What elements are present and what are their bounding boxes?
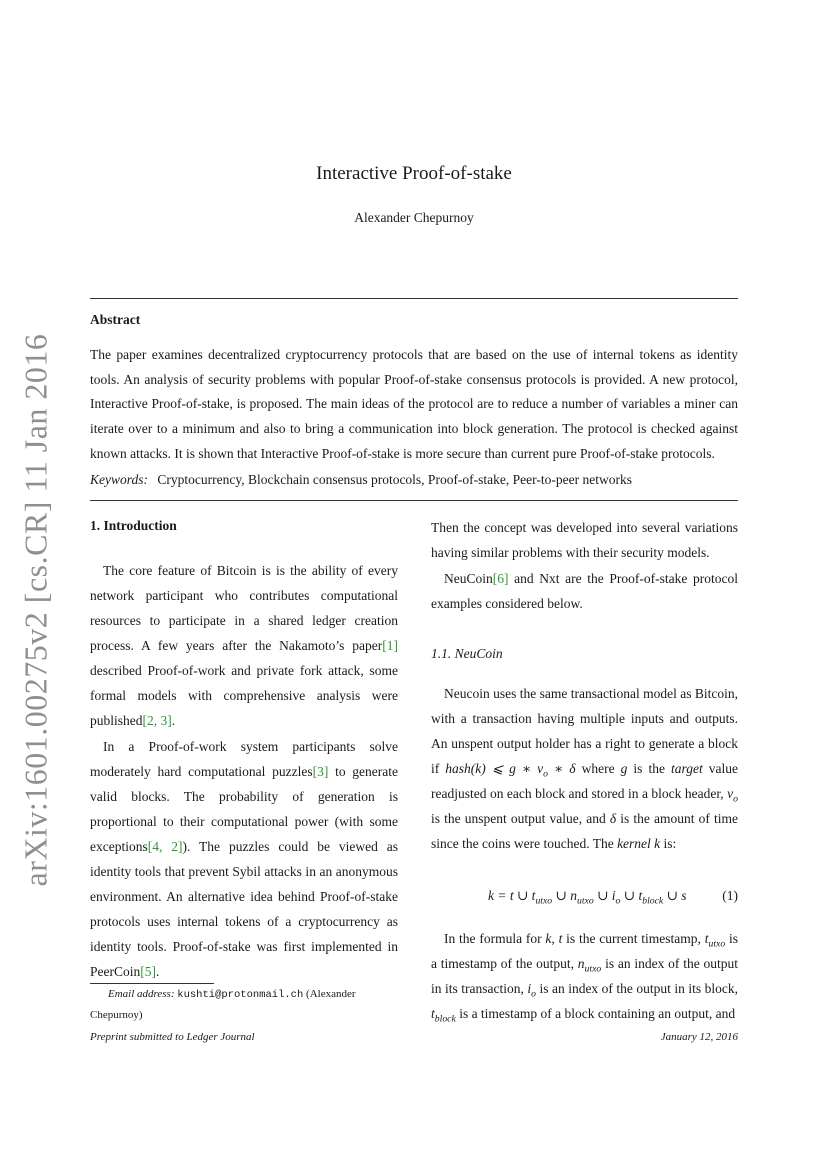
intro-continued-paragraph (431, 515, 738, 616)
intro-r2-text-b: and Nxt are the Proof-of-stake protocol examples considered below. (431, 571, 738, 611)
section-heading-introduction: 1. Introduction (90, 518, 177, 533)
equation-body: k = t ∪ $t_{utxo}$ ∪ $n_{utxo}$ ∪ $i_o$ ∪ $t_{block}$ ∪ s (488, 888, 687, 907)
keywords-list: Cryptocurrency, Blockchain consensus protocols, Proof-of-stake, Peer-to-peer networks (157, 472, 632, 487)
footer-preprint: Preprint submitted to Ledger Journal (90, 1031, 255, 1043)
intro-p2-text-c: ). The puzzles could be viewed as identity tools that prevent Sybil attacks in an anonymous environment. An alternative idea behind Proof-of-stake protocols uses internal tokens of a cryptocurrency as identity tools. Proof-of-stake was first implemented in PeerCoin (90, 839, 398, 979)
intro-p2-text-a: In a Proof-of-work system participants solve moderately hard computational puzzles (90, 739, 398, 779)
paper-title: Interactive Proof-of-stake (316, 163, 512, 184)
math-tutxo: $t_{utxo}$ (704, 931, 726, 950)
paper-author: Alexander Chepurnoy (354, 210, 474, 225)
abstract-heading: Abstract (90, 312, 141, 327)
neucoin-p1-text-a: Neucoin uses the same transactional model as Bitcoin, with a transaction having multiple inputs and outputs. An unspent output holder has a right to generate a block if (431, 686, 738, 776)
intro-p1-text-c: . (171, 713, 176, 728)
footnote-email[interactable]: kushti@protonmail.ch (177, 989, 304, 1001)
citation-link-5[interactable]: [5] (140, 964, 156, 979)
emph-target: target (670, 761, 703, 776)
citation-link-1[interactable]: [1] (382, 638, 398, 653)
abstract-text: The paper examines decentralized cryptocurrency protocols that are based on the use of internal tokens as identity tools. An analysis of security problems with popular Proof-of-stake consensus protocols is provided. A new protocol, Interactive Proof-of-stake, is proposed. The main ideas of the protocol are to reduce a number of variables a miner can iterate over to a minimum and also to bring a communication into block generation. The protocol is checked against known attacks. It is shown that Interactive Proof-of-stake is more secure than current pure Proof-of-stake protocols. (90, 347, 738, 461)
intro-r2-text-a: NeuCoin (444, 571, 493, 586)
citation-link-6[interactable]: [6] (492, 571, 509, 586)
neucoin-paragraph-2: In the formula for k, t is the current timestamp, $t_{utxo}$ is a timestamp of the output, $n_{utxo}$ is an index of the output in its transaction, $i_o$ is an index of the output in its block, $t_{block}$ is a timestamp of a block containing an output, and (431, 931, 739, 1025)
footnote-label: Email address: (108, 988, 175, 1000)
footer-date: January 12, 2016 (660, 1031, 738, 1043)
footnote-rest: (Alexander Chepurnoy) (90, 988, 356, 1021)
abstract-bottom-rule (90, 500, 738, 501)
intro-paragraph-2 (90, 734, 398, 984)
math-tblock: $t_{block}$ (431, 1006, 456, 1025)
intro-p1-text-b: described Proof-of-work and private fork attack, some formal models with comprehensive analysis were published (90, 663, 398, 728)
abstract-top-rule (90, 298, 738, 299)
intro-p1-text-a: The core feature of Bitcoin is is the ability of every network participant who contributes computational resources to participate in a shared ledger creation process. A few years after the Nakamoto’s paper (90, 563, 398, 653)
emph-kernel: kernel k (617, 836, 661, 851)
math-nutxo: $n_{utxo}$ (577, 956, 602, 975)
citation-link-3[interactable]: [3] (312, 764, 329, 779)
keywords (90, 470, 738, 490)
intro-r2 (431, 566, 738, 616)
equation-number: (1) (722, 888, 738, 903)
intro-r1-text: Then the concept was developed into several variations having similar problems with their security models. (431, 520, 738, 560)
citation-link-2-3[interactable]: [2, 3] (142, 713, 172, 728)
math-inline-hash: hash(k) ⩽ g ∗ $v_o$ ∗ δ (445, 761, 576, 780)
math-vo: $v_o$ (727, 786, 738, 805)
footnote (90, 984, 398, 1025)
math-io: $i_o$ (527, 981, 536, 1000)
arxiv-stamp: arXiv:1601.00275v2 [cs.CR] 11 Jan 2016 (17, 333, 54, 887)
intro-p2-text-d: . (156, 964, 160, 979)
subsection-heading-neucoin: 1.1. NeuCoin (431, 646, 503, 661)
math-delta: δ (609, 811, 617, 826)
math-g: g (620, 761, 628, 776)
intro-p2-text-b: to generate valid blocks. The probability of generation is proportional to their computational power (with some exceptions (90, 764, 399, 854)
citation-link-4-2[interactable]: [4, 2] (147, 839, 183, 854)
keywords-label: Keywords: (90, 472, 148, 487)
neucoin-paragraph-1: Neucoin uses the same transactional model as Bitcoin, with a transaction having multiple inputs and outputs. An unspent output holder has a right to generate a block if hash(k) ⩽ g ∗ $v_o$ ∗ δ where g is the target value readjusted on each block and stored in a block header, $v_o$ is the unspent output value, and δ is the amount of time since the coins were touched. The kernel k is: (431, 686, 739, 851)
intro-paragraph-1 (90, 558, 398, 733)
